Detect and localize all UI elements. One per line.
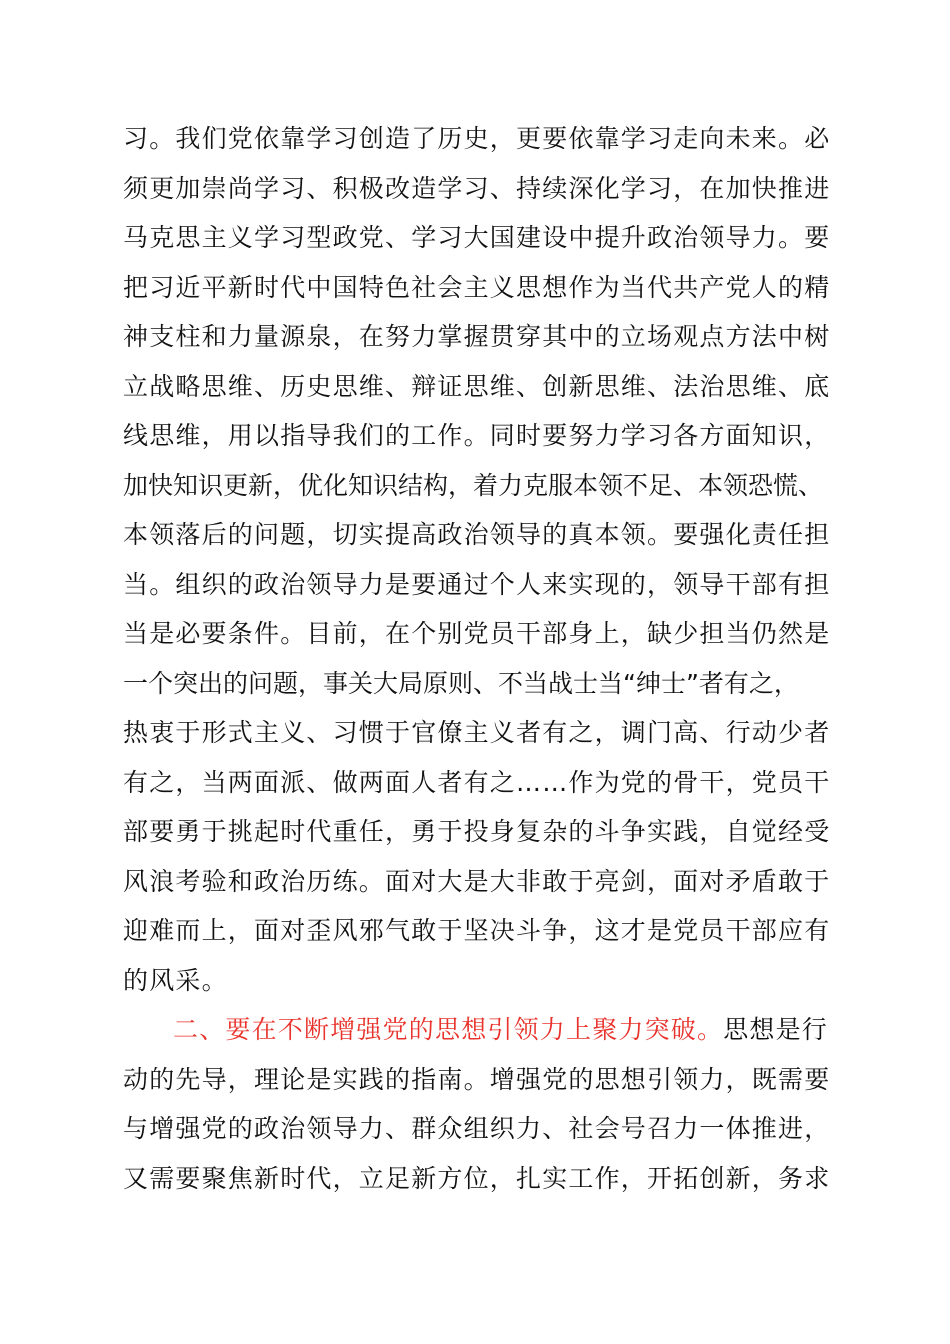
text-line: 加快知识更新，优化知识结构，着力克服本领不足、本领恐慌、: [123, 470, 824, 500]
body-text: [123, 114, 843, 1203]
text-line: 当。组织的政治领导力是要通过个人来实现的，领导干部有担: [123, 569, 831, 599]
text-line: 又需要聚焦新时代，立足新方位，扎实工作，开拓创新，务求: [123, 1163, 831, 1193]
text-line: 一个突出的问题，事关大局原则、不当战士当“绅士”者有之，: [123, 668, 799, 698]
text-line: 线思维，用以指导我们的工作。同时要努力学习各方面知识，: [123, 421, 831, 450]
text-line: 习。我们党依靠学习创造了历史，更要依靠学习走向未来。必: [123, 124, 831, 153]
text-line: 风浪考验和政治历练。面对大是大非敢于亮剑，面对矛盾敢于: [123, 866, 831, 896]
text-line: 迎难而上，面对歪风邪气敢于坚决斗争，这才是党员干部应有: [123, 916, 831, 945]
text-line: 神支柱和力量源泉，在努力掌握贯穿其中的立场观点方法中树: [123, 322, 831, 351]
section-heading-line: [123, 1005, 843, 1055]
text-line: 把习近平新时代中国特色社会主义思想作为当代共产党人的精: [123, 272, 831, 302]
text-line: 与增强党的政治领导力、群众组织力、社会号召力一体推进，: [123, 1114, 831, 1143]
text-line: 马克思主义学习型政党、学习大国建设中提升政治领导力。要: [123, 223, 831, 252]
text-line: 须更加崇尚学习、积极改造学习、持续深化学习，在加快推进: [123, 173, 831, 203]
text-line: 的风采。: [123, 965, 228, 995]
section-first-line-text: 思想是行: [723, 1015, 829, 1044]
text-line: 热衷于形式主义、习惯于官僚主义者有之，调门高、行动少者: [123, 718, 831, 747]
text-line: 立战略思维、历史思维、辩证思维、创新思维、法治思维、底: [123, 371, 831, 401]
text-line: 动的先导，理论是实践的指南。增强党的思想引领力，既需要: [123, 1064, 831, 1094]
section-heading: 二、要在不断增强党的思想引领力上聚力突破。: [173, 1015, 724, 1044]
text-line: 部要勇于挑起时代重任，勇于投身复杂的斗争实践，自觉经受: [123, 817, 831, 846]
text-line: 有之，当两面派、做两面人者有之……作为党的骨干，党员干: [123, 767, 831, 797]
text-line: 本领落后的问题，切实提高政治领导的真本领。要强化责任担: [123, 520, 831, 549]
text-line: 当是必要条件。目前，在个别党员干部身上，缺少担当仍然是: [123, 619, 831, 648]
